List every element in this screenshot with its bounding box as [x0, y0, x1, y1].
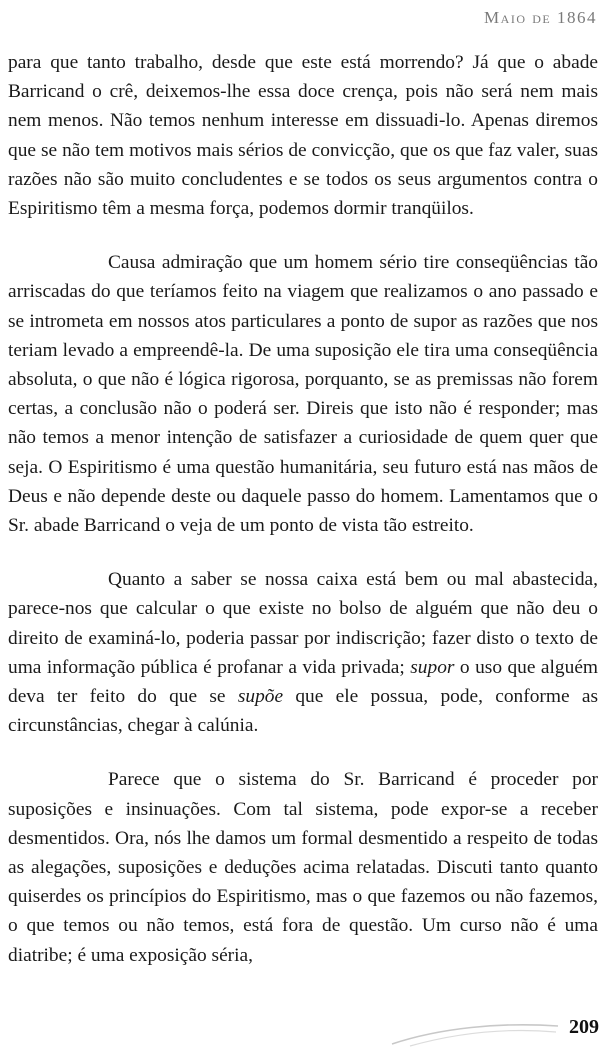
paragraph-2: Causa admiração que um homem sério tire conseqüências tão arriscadas do que teríamos feito na viagem que realizamos o ano passado e se intrometa em nossos atos particulares a ponto de supor as razões que nos teriam levado a empreendê-la. De uma suposição ele tira uma conseqüência absoluta, o que não é lógica rigorosa, porquanto, se as premissas não forem certas, a conclusão não o poderá ser. Direis que isto não é responder; mas não temos a menor intenção de satisfazer a curiosidade de quem quer que seja. O Espiritismo é uma questão humanitária, seu futuro está nas mãos de Deus e não depende deste ou daquele passo do homem. Lamentamos que o Sr. abade Barricand o veja de um ponto de vista tão estreito. [8, 252, 598, 537]
paragraph-3 [8, 565, 598, 740]
paragraph-3-text-2: o uso que alguém deva ter feito do que se [8, 656, 599, 708]
italic-word-supor: supor [410, 656, 455, 678]
paragraph-3-text-1: Quanto a saber se nossa caixa está bem ou mal abastecida, parece-nos que calcular o que existe no bolso de alguém que não deu o direito de examiná-lo, poderia passar por indiscrição; fazer disto o texto de uma informação pública é profanar a vida privada; [8, 569, 598, 678]
italic-word-supoe: supõe [237, 686, 284, 708]
footer-swoosh-ornament [390, 1018, 560, 1048]
running-header: Maio de 1864 [484, 8, 597, 27]
page-number: 209 [569, 1016, 599, 1038]
paragraph-1: para que tanto trabalho, desde que este está morrendo? Já que o abade Barricand o crê, deixemos-lhe essa doce crença, pois não será nem mais nem menos. Não temos nenhum interesse em dissuadi-lo. Apenas diremos que se não tem motivos mais sérios de convicção, que os que faz valer, suas razões não são muito concludentes e se todos os seus argumentos contra o Espiritismo têm a mesma força, podemos dormir tranqüilos. [8, 52, 598, 220]
paragraph-4: Parece que o sistema do Sr. Barricand é proceder por suposições e insinuações. Com tal sistema, pode expor-se a receber desmentidos. Ora, nós lhe damos um formal desmentido a respeito de todas as alegações, suposições e deduções acima relatadas. Discuti tanto quanto quiserdes os princípios do Espiritismo, mas o que fazemos ou não fazemos, o que temos ou não temos, está fora de questão. Um curso não é uma diatribe; é uma exposição séria, [8, 769, 598, 966]
body-text [8, 48, 598, 995]
paragraph-3-text-3: que ele possua, pode, conforme as circunstâncias, chegar à calúnia. [8, 686, 598, 737]
